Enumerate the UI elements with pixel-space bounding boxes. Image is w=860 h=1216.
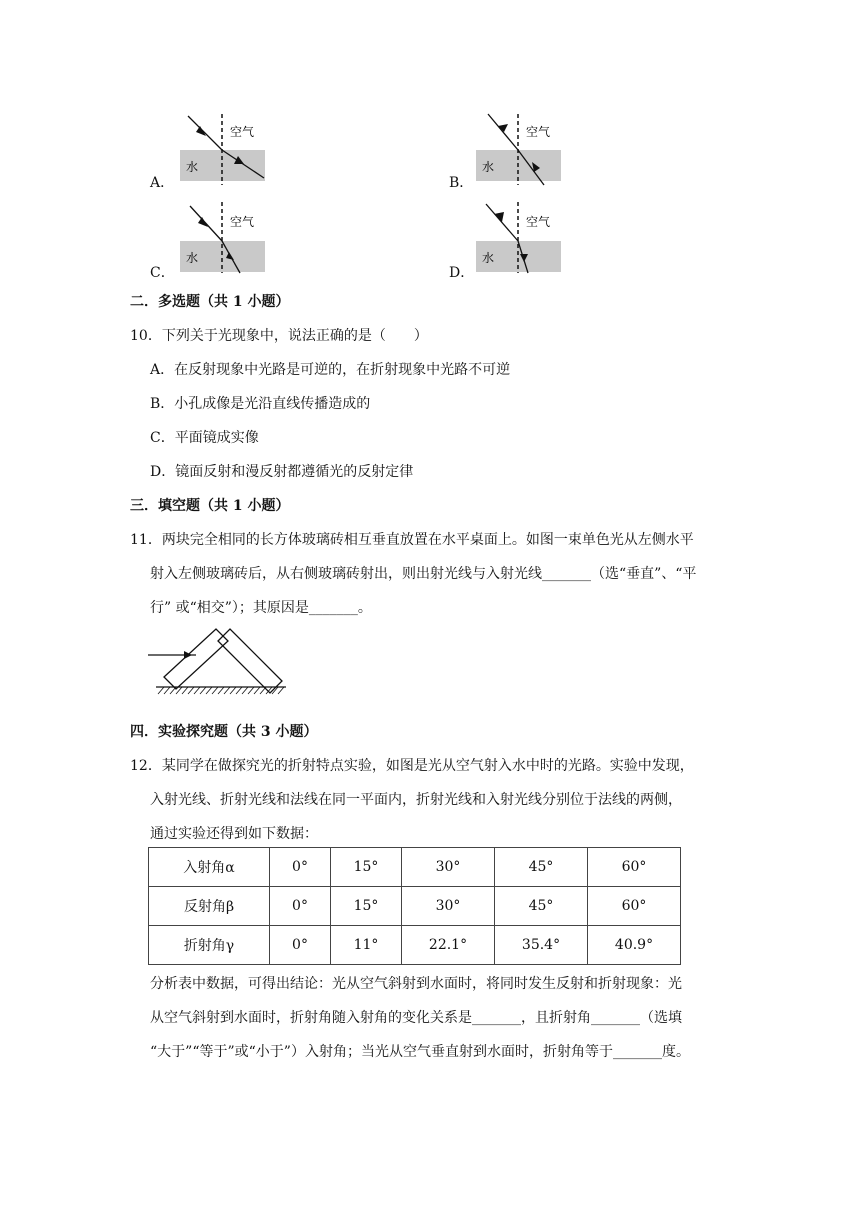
air-label: 空气 [526,125,551,139]
option-b-label: B． [449,175,474,191]
table-row [149,926,681,965]
option-d-diagram [474,200,564,275]
table-cell: 45° [495,848,588,887]
table-cell: 0° [270,926,331,965]
air-label: 空气 [230,215,255,229]
air-label: 空气 [230,125,255,139]
question-10-option-c: C．平面镜成实像 [150,430,259,446]
question-12-line-2: 入射光线、折射光线和法线在同一平面内，折射光线和入射光线分别位于法线的两侧， [150,792,682,808]
option-a-diagram [178,112,268,187]
water-label: 水 [186,251,199,265]
table-cell: 45° [495,887,588,926]
table-row [149,848,681,887]
table-cell: 反射角β [149,887,270,926]
glass-bricks-diagram [146,625,291,695]
table-cell: 15° [331,887,402,926]
table-cell: 0° [270,887,331,926]
water-label: 水 [186,160,199,174]
table-cell: 60° [588,848,681,887]
table-cell: 折射角γ [149,926,270,965]
table-cell: 35.4° [495,926,588,965]
section-heading-experiment: 四．实验探究题（共 3 小题） [130,724,318,740]
section-heading-fill-in: 三．填空题（共 1 小题） [130,498,290,514]
question-10-option-b: B．小孔成像是光沿直线传播造成的 [150,396,371,412]
question-12-conclusion-line-2: 从空气斜射到水面时，折射角随入射角的变化关系是_______，且折射角_______（选填 [150,1010,682,1026]
option-b-diagram [474,112,564,187]
table-cell: 40.9° [588,926,681,965]
option-d-label: D． [449,265,475,281]
question-10-option-a: A．在反射现象中光路是可逆的，在折射现象中光路不可逆 [150,362,511,378]
table-cell: 30° [402,887,495,926]
question-12-line-1: 12．某同学在做探究光的折射特点实验，如图是光从空气射入水中时的光路。实验中发现， [130,758,694,774]
question-12-conclusion-line-3: “大于”“等于”或“小于”）入射角；当光从空气垂直射到水面时，折射角等于_______度。 [150,1044,690,1060]
table-cell: 15° [331,848,402,887]
option-c-diagram [178,200,268,275]
question-11-line-2: 射入左侧玻璃砖后，从右侧玻璃砖射出，则出射光线与入射光线_______（选“垂直”、“平 [150,566,697,582]
table-cell: 入射角α [149,848,270,887]
question-12-line-3: 通过实验还得到如下数据： [150,826,318,842]
option-a-label: A． [150,175,175,191]
table-row [149,887,681,926]
angle-data-table [148,847,681,965]
question-12-conclusion-line-1: 分析表中数据，可得出结论：光从空气斜射到水面时，将同时发生反射和折射现象：光 [150,976,682,992]
table-cell: 11° [331,926,402,965]
table-cell: 30° [402,848,495,887]
question-11-line-1: 11．两块完全相同的长方体玻璃砖相互垂直放置在水平桌面上。如图一束单色光从左侧水平 [130,532,694,548]
table-cell: 60° [588,887,681,926]
air-label: 空气 [526,215,551,229]
water-label: 水 [482,160,495,174]
question-11-line-3: 行” 或“相交”）；其原因是_______。 [150,600,372,616]
table-cell: 22.1° [402,926,495,965]
water-label: 水 [482,251,495,265]
option-c-label: C． [150,265,175,281]
table-cell: 0° [270,848,331,887]
question-10-option-d: D．镜面反射和漫反射都遵循光的反射定律 [150,464,414,480]
question-10-stem: 10．下列关于光现象中，说法正确的是（ ） [130,328,428,344]
section-heading-multiple-choice: 二．多选题（共 1 小题） [130,294,290,310]
